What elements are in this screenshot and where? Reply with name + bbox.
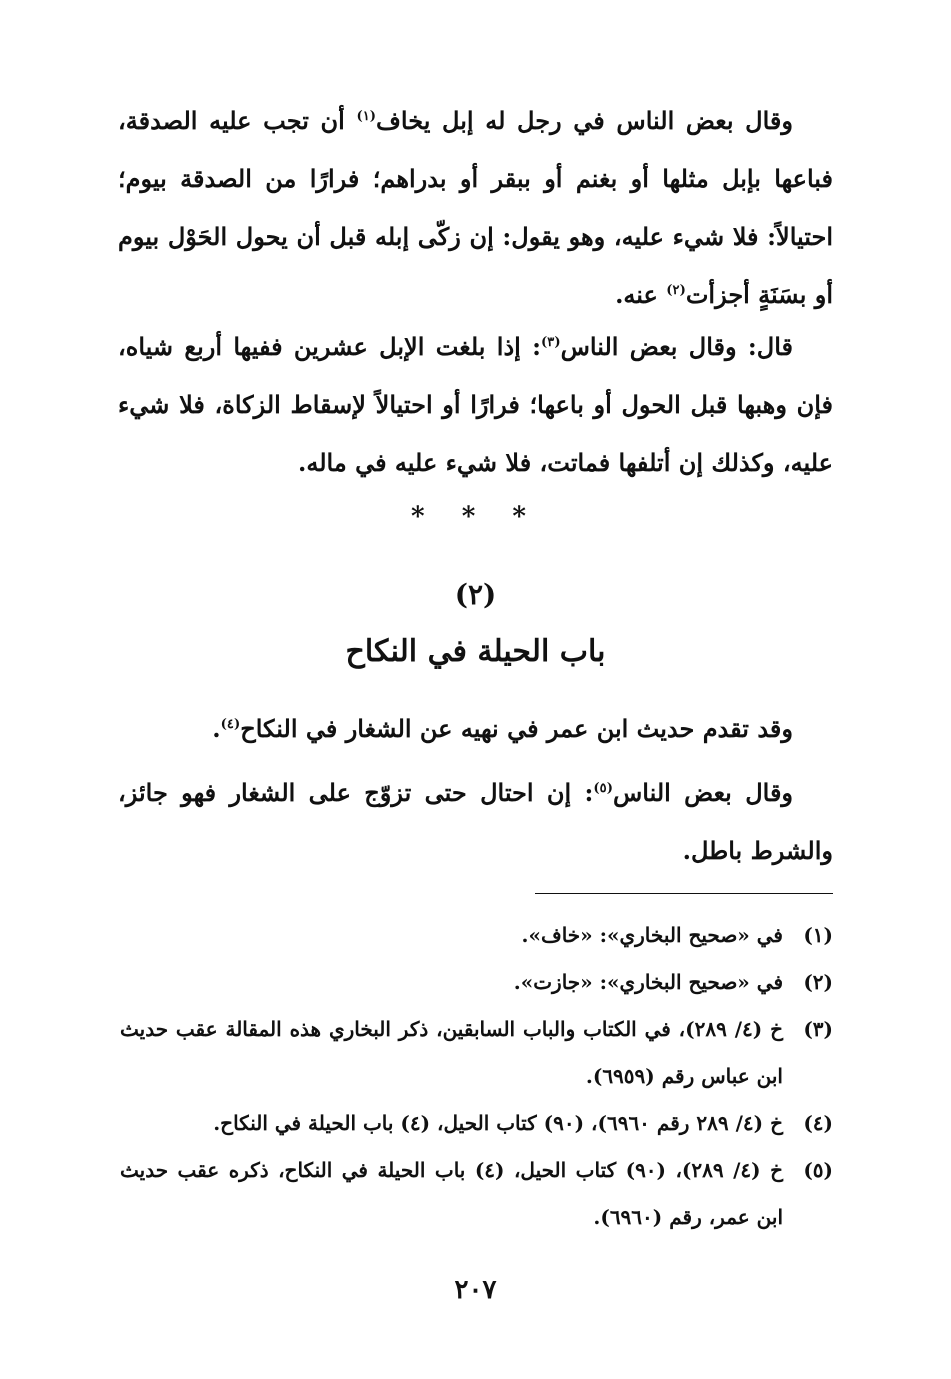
section-title: باب الحيلة في النكاح (345, 634, 606, 669)
paragraph-2-part-1: قال: وقال بعض الناس (560, 332, 794, 361)
footnote-5 (120, 1147, 833, 1241)
footnote-4 (120, 1100, 833, 1147)
footnote-ref-2: (٢) (666, 283, 686, 298)
page-number: ٢٠٧ (454, 1275, 497, 1305)
paragraph-2 (118, 318, 833, 492)
paragraph-1-part-3: عنه. (615, 280, 667, 309)
paragraph-3-part-1: وقد تقدم حديث ابن عمر في نهيه عن الشغار في النكاح (240, 714, 793, 743)
paragraph-3-part-2: . (212, 714, 221, 743)
section-divider: * * * (411, 502, 540, 532)
footnote-text: خ (٤/ ٢٨٩ رقم ٦٩٦٠)، (٩٠) كتاب الحيل، (٤) باب الحيلة في النكاح. (213, 1111, 783, 1135)
paragraph-1 (118, 92, 833, 324)
footnote-number: (٢) (803, 970, 833, 994)
paragraph-4 (118, 764, 833, 880)
footnote-number: (٥) (803, 1158, 833, 1182)
paragraph-1-part-2: أن تجب عليه الصدقة، فباعها بإبل مثلها أو بغنم أو ببقر أو بدراهم؛ فرارًا من الصدقة بيوم؛ احتيالاً: فلا شيء عليه، وهو يقول: إن زكّى إبله قبل أن يحول الحَوْل بيوم أو بسَنَةٍ أجزأت (118, 106, 833, 309)
paragraph-4-part-2: : إن احتال حتى تزوّج على الشغار فهو جائز، والشرط باطل. (118, 778, 833, 865)
footnote-ref-5: (٥) (593, 781, 613, 796)
footnote-number: (١) (803, 923, 833, 947)
footnote-text: في «صحيح البخاري»: «جازت». (513, 970, 783, 994)
footnote-2 (120, 959, 833, 1006)
footnote-1 (120, 912, 833, 959)
footnote-text: خ (٤/ ٢٨٩)، في الكتاب والباب السابقين، ذكر البخاري هذه المقالة عقب حديث ابن عباس رقم (٦٩٥٩). (120, 1017, 783, 1088)
paragraph-1-part-1: وقال بعض الناس في رجل له إبل يخاف (376, 106, 793, 135)
paragraph-4-text (118, 764, 833, 880)
footnote-number: (٤) (803, 1111, 833, 1135)
paragraph-1-text (118, 92, 833, 324)
paragraph-3 (118, 700, 833, 758)
footnote-number: (٣) (803, 1017, 833, 1041)
footnote-ref-1: (١) (356, 109, 377, 124)
footnote-text: خ (٤/ ٢٨٩)، (٩٠) كتاب الحيل، (٤) باب الحيلة في النكاح، ذكره عقب حديث ابن عمر، رقم (٦٩٦٠). (120, 1158, 784, 1229)
paragraph-4-part-1: وقال بعض الناس (613, 778, 793, 807)
section-number: (٢) (454, 578, 497, 611)
footnote-text: في «صحيح البخاري»: «خاف». (521, 923, 783, 947)
footnotes (120, 912, 833, 1241)
footnote-ref-4: (٤) (220, 717, 241, 732)
paragraph-3-text (118, 700, 833, 758)
footnote-ref-3: (٣) (541, 335, 561, 350)
paragraph-2-part-2: : إذا بلغت الإبل عشرين ففيها أربع شياه، فإن وهبها قبل الحول أو باعها؛ فرارًا أو احتيالاً لإسقاط الزكاة، فلا شيء عليه، وكذلك إن أتلفها فماتت، فلا شيء عليه في ماله. (118, 332, 833, 477)
footnote-separator (535, 893, 833, 894)
footnote-3 (120, 1006, 833, 1100)
paragraph-2-text (118, 318, 833, 492)
